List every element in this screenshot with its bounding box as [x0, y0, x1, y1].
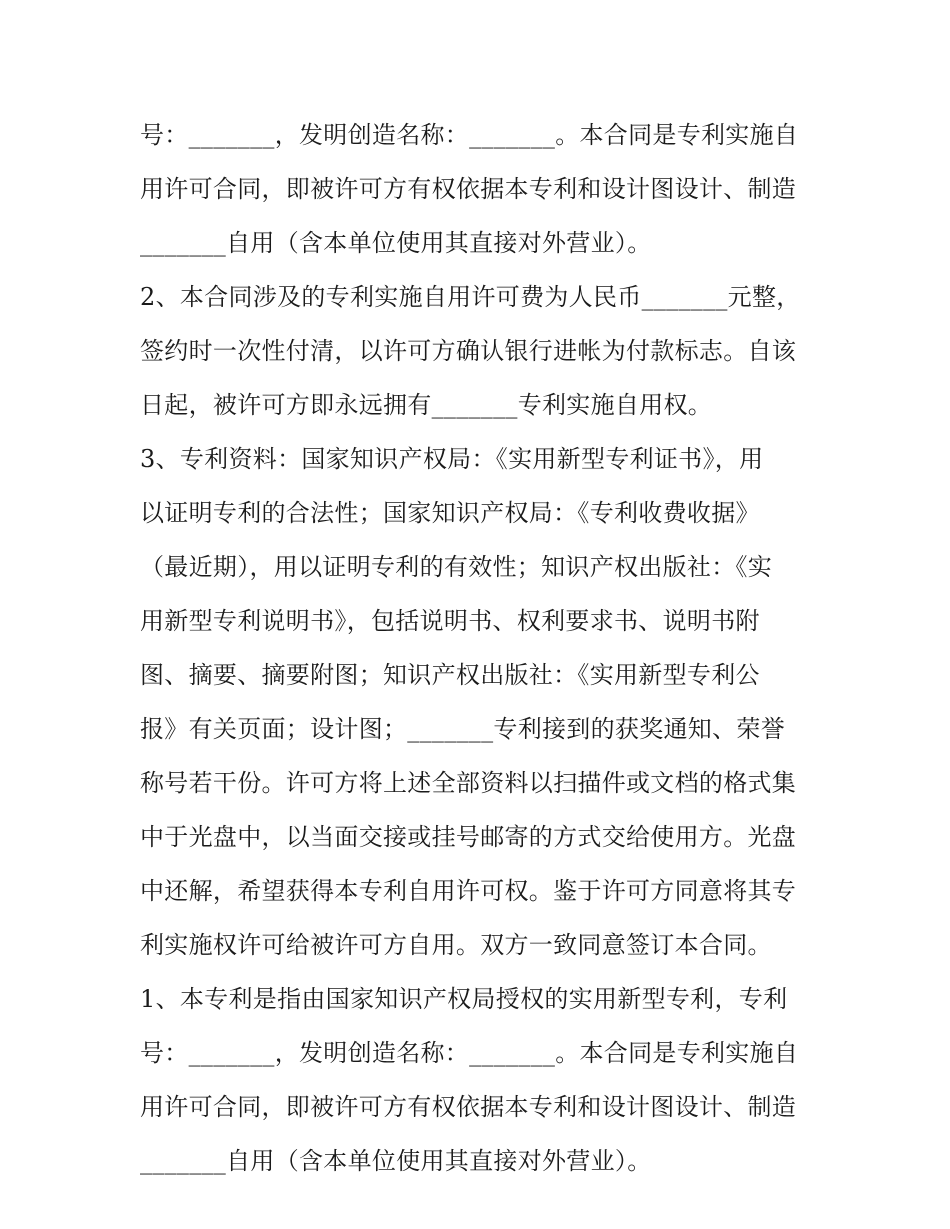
text-line: 图、摘要、摘要附图；知识产权出版社：《实用新型专利公 — [140, 661, 760, 689]
text-line: _______自用（含本单位使用其直接对外营业）。 — [140, 229, 652, 257]
text-line: 用新型专利说明书》，包括说明书、权利要求书、说明书附 — [140, 607, 760, 635]
text-line: （最近期），用以证明专利的有效性；知识产权出版社：《实 — [140, 553, 773, 581]
text-line: 2、本合同涉及的专利实施自用许可费为人民币_______元整， — [140, 283, 801, 311]
text-line: 中还解，希望获得本专利自用许可权。鉴于许可方同意将其专 — [140, 877, 797, 905]
text-line: 称号若干份。许可方将上述全部资料以扫描件或文档的格式集 — [140, 769, 797, 797]
text-line: 用许可合同，即被许可方有权依据本专利和设计图设计、制造 — [140, 175, 797, 203]
text-line: 用许可合同，即被许可方有权依据本专利和设计图设计、制造 — [140, 1093, 797, 1121]
text-line: 签约时一次性付清，以许可方确认银行进帐为付款标志。自该 — [140, 337, 797, 365]
text-line: _______自用（含本单位使用其直接对外营业）。 — [140, 1147, 652, 1175]
text-line: 号：_______，发明创造名称：_______。本合同是专利实施自 — [140, 1039, 799, 1067]
contract-body-text — [140, 108, 820, 1188]
text-line: 3、专利资料：国家知识产权局：《实用新型专利证书》，用 — [140, 445, 764, 473]
text-line: 利实施权许可给被许可方自用。双方一致同意签订本合同。 — [140, 931, 772, 959]
text-line: 日起，被许可方即永远拥有_______专利实施自用权。 — [140, 391, 713, 419]
text-line: 报》有关页面；设计图；_______专利接到的获奖通知、荣誉 — [140, 715, 785, 743]
text-line: 以证明专利的合法性；国家知识产权局：《专利收费收据》 — [140, 499, 760, 527]
text-line: 1、本专利是指由国家知识产权局授权的实用新型专利，专利 — [140, 985, 788, 1013]
text-line: 号：_______，发明创造名称：_______。本合同是专利实施自 — [140, 121, 799, 149]
text-line: 中于光盘中，以当面交接或挂号邮寄的方式交给使用方。光盘 — [140, 823, 797, 851]
